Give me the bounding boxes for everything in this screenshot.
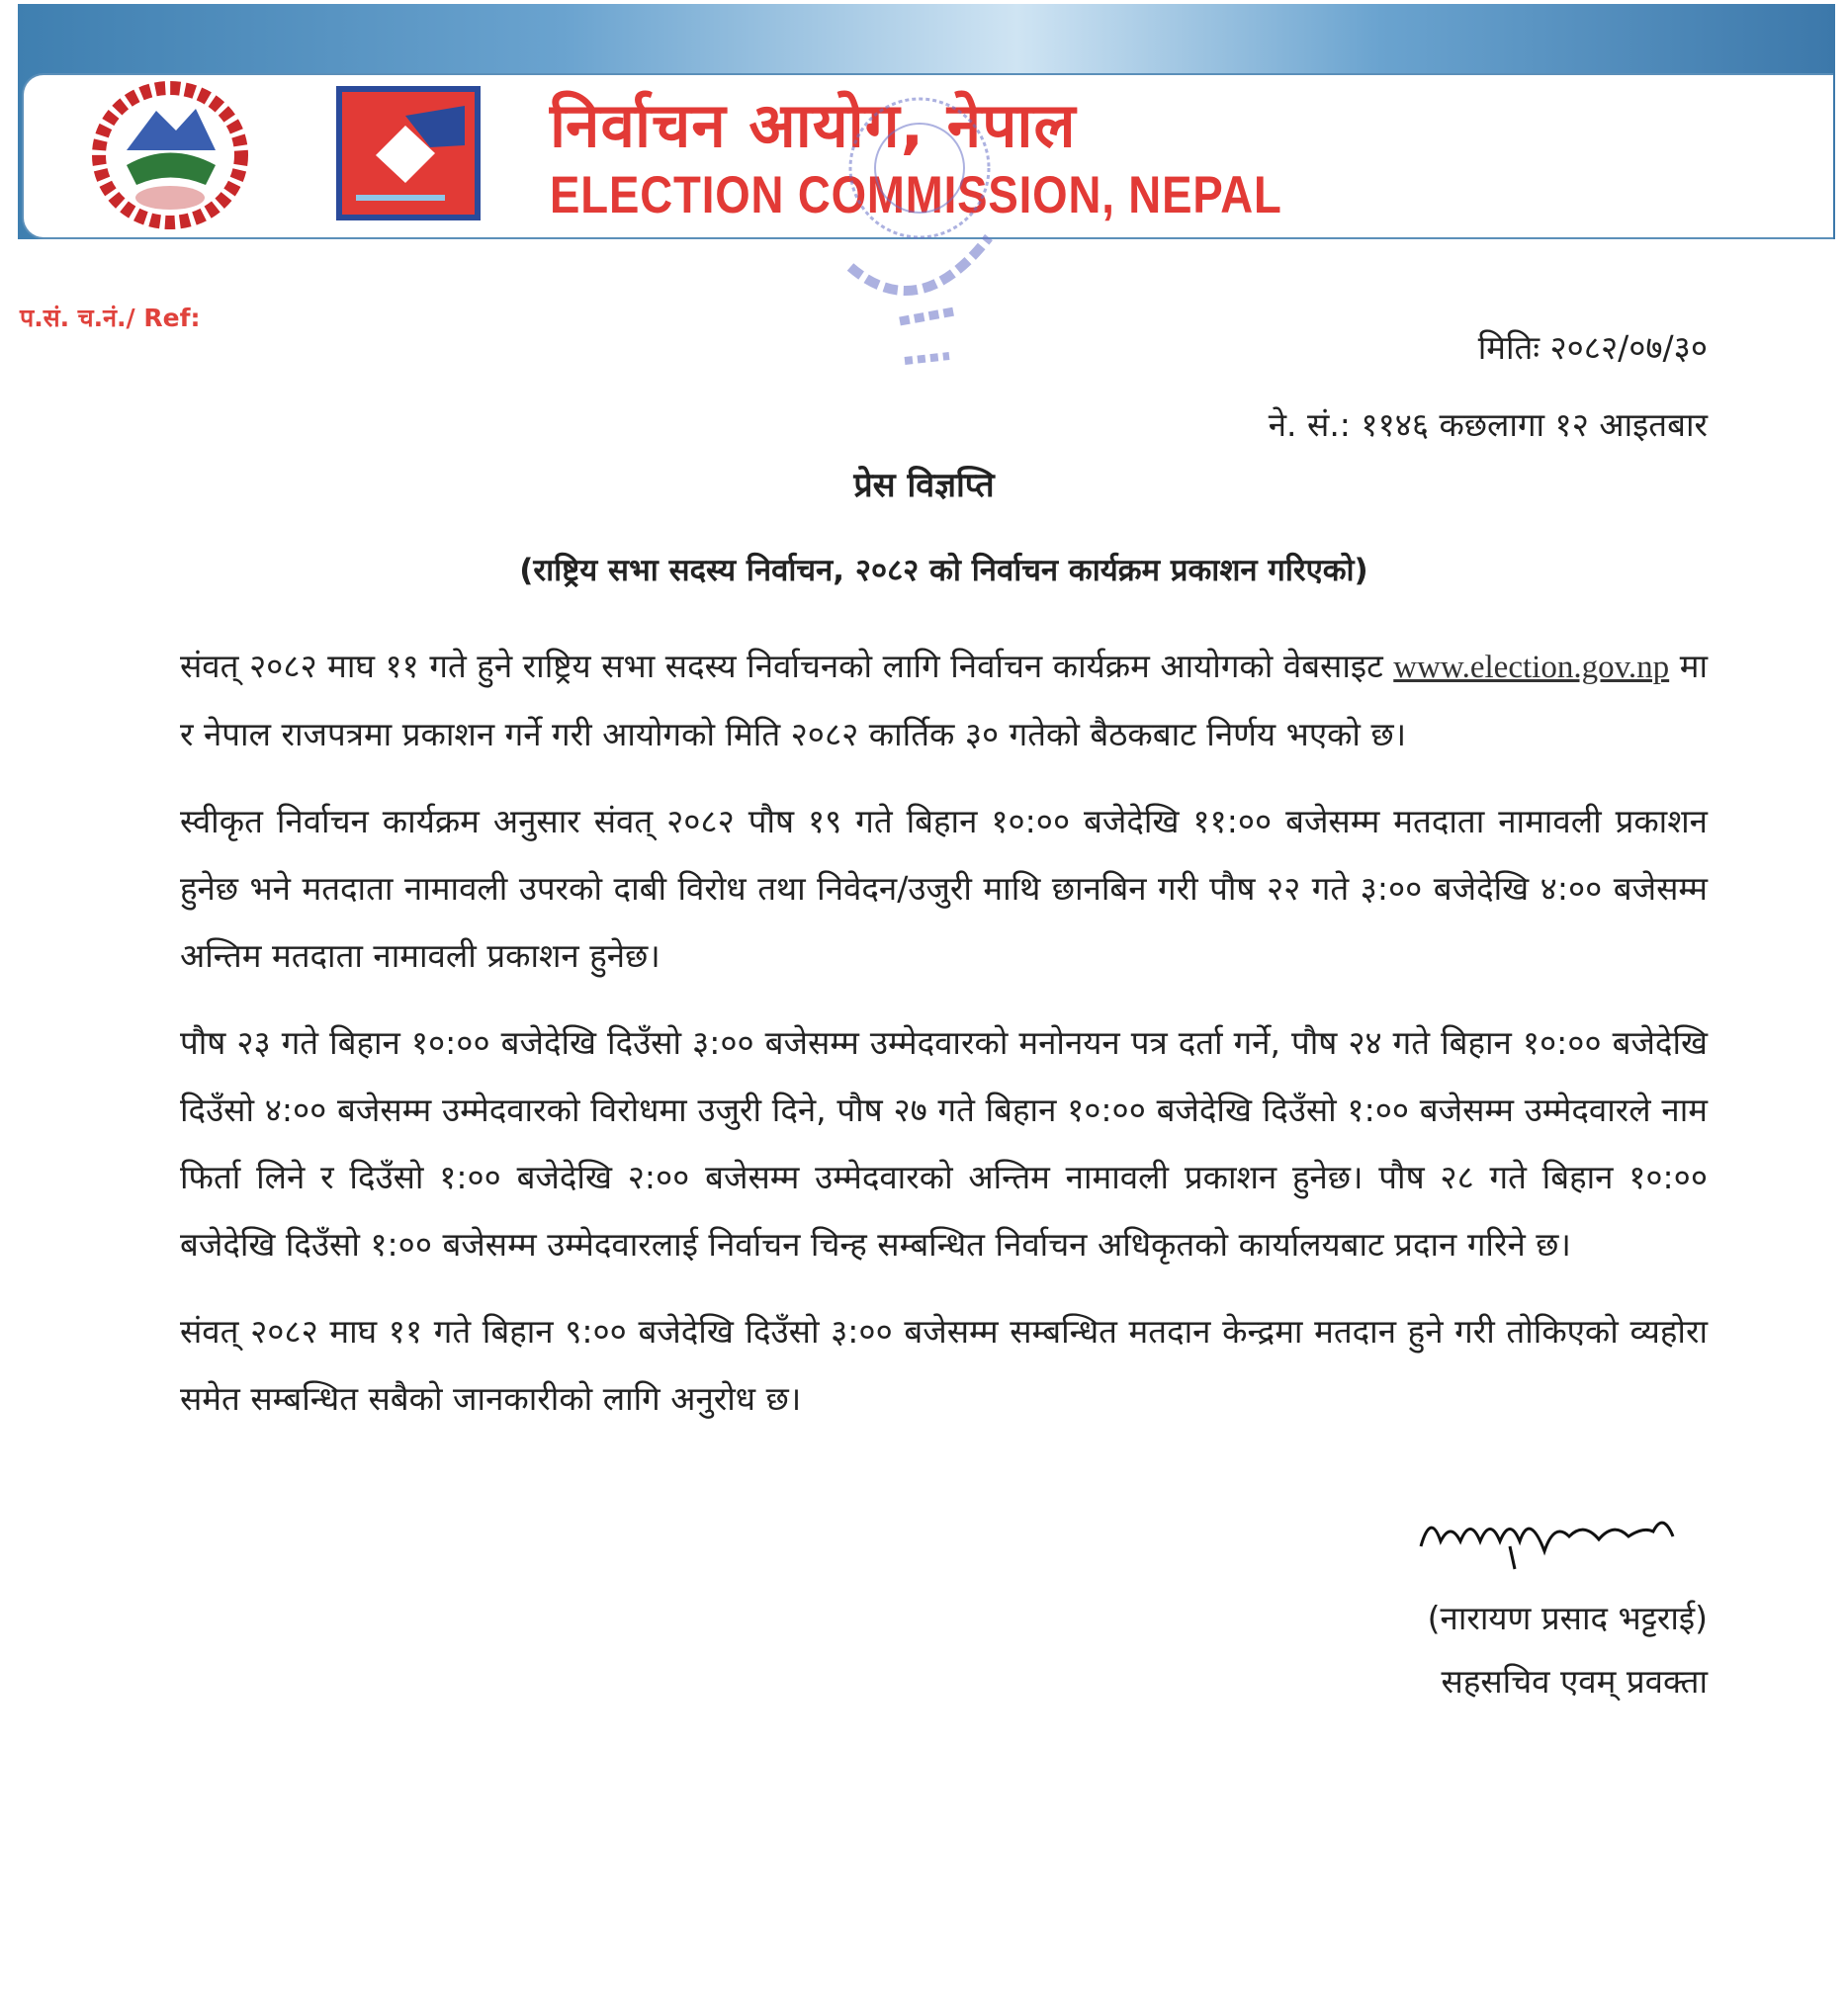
title-english: ELECTION COMMISSION, NEPAL xyxy=(550,166,1282,224)
nepal-sambat-date: ने. सं.: ११४६ कछलागा १२ आइतबार xyxy=(1268,405,1708,444)
press-release-title: प्रेस विज्ञप्ति xyxy=(853,466,995,505)
press-release-body xyxy=(180,633,1708,1433)
title-nepali: निर्वाचन आयोग, नेपाल xyxy=(550,89,1077,161)
signatory-designation: सहसचिव एवम् प्रवक्ता xyxy=(1441,1662,1708,1701)
content xyxy=(180,633,1708,1713)
press-release-subtitle: (राष्ट्रिय सभा सदस्य निर्वाचन, २०८२ को निर्वाचन कार्यक्रम प्रकाशन गरिएको) xyxy=(519,553,1368,588)
reference-number-label: प.सं. च.नं./ Ref: xyxy=(20,304,201,332)
paragraph-1 xyxy=(180,633,1708,768)
paragraph-1-text-end: मा र नेपाल राजपत्रमा प्रकाशन गर्ने गरी आयोगको मिति २०८२ कार्तिक ३० गतेको बैठकबाट निर्णय भएको छ। xyxy=(180,647,1708,753)
election-commission-logo-icon xyxy=(336,86,481,220)
website-link[interactable]: www.election.gov.np xyxy=(1393,650,1670,685)
paragraph-1-text: संवत् २०८२ माघ ११ गते हुने राष्ट्रिय सभा सदस्य निर्वाचनको लागि निर्वाचन कार्यक्रम आयोगको वेबसाइट xyxy=(180,647,1394,685)
date: मितिः २०८२/०७/३० xyxy=(1477,328,1708,367)
paragraph-2: स्वीकृत निर्वाचन कार्यक्रम अनुसार संवत् २०८२ पौष १९ गते बिहान १०:०० बजेदेखि ११:०० बजेसम्म मतदाता नामावली प्रकाशन हुनेछ भने मतदाता नामावली उपरको दाबी विरोध तथा निवेदन/उजुरी माथि छानबिन गरी पौष २२ गते ३:०० बजेदेखि ४:०० बजेसम्म अन्तिम मतदाता नामावली प्रकाशन हुनेछ। xyxy=(180,802,1708,975)
official-stamp xyxy=(791,89,1048,386)
signatory-name: (नारायण प्रसाद भट्टराई) xyxy=(1427,1599,1708,1637)
paragraph-4: संवत् २०८२ माघ ११ गते बिहान ९:०० बजेदेखि दिउँसो ३:०० बजेसम्म सम्बन्धित मतदान केन्द्रमा मतदान हुने गरी तोकिएको व्यहोरा समेत सम्बन्धित सबैको जानकारीको लागि अनुरोध छ। xyxy=(180,1312,1708,1418)
signature xyxy=(1411,1492,1688,1571)
nepal-emblem-icon xyxy=(87,81,253,229)
signature-block xyxy=(180,1492,1708,1713)
paragraph-3: पौष २३ गते बिहान १०:०० बजेदेखि दिउँसो ३:०० बजेसम्म उम्मेदवारको मनोनयन पत्र दर्ता गर्ने, पौष २४ गते बिहान १०:०० बजेदेखि दिउँसो ४:०० बजेसम्म उम्मेदवारको विरोधमा उजुरी दिने, पौष २७ गते बिहान १०:०० बजेदेखि दिउँसो १:०० बजेसम्म उम्मेदवारले नाम फिर्ता लिने र दिउँसो १:०० बजेदेखि २:०० बजेसम्म उम्मेदवारको अन्तिम नामावली प्रकाशन हुनेछ। पौष २८ गते बिहान १०:०० बजेदेखि दिउँसो १:०० बजेसम्म उम्मेदवारलाई निर्वाचन चिन्ह सम्बन्धित निर्वाचन अधिकृतको कार्यालयबाट प्रदान गरिने छ। xyxy=(180,1023,1708,1264)
